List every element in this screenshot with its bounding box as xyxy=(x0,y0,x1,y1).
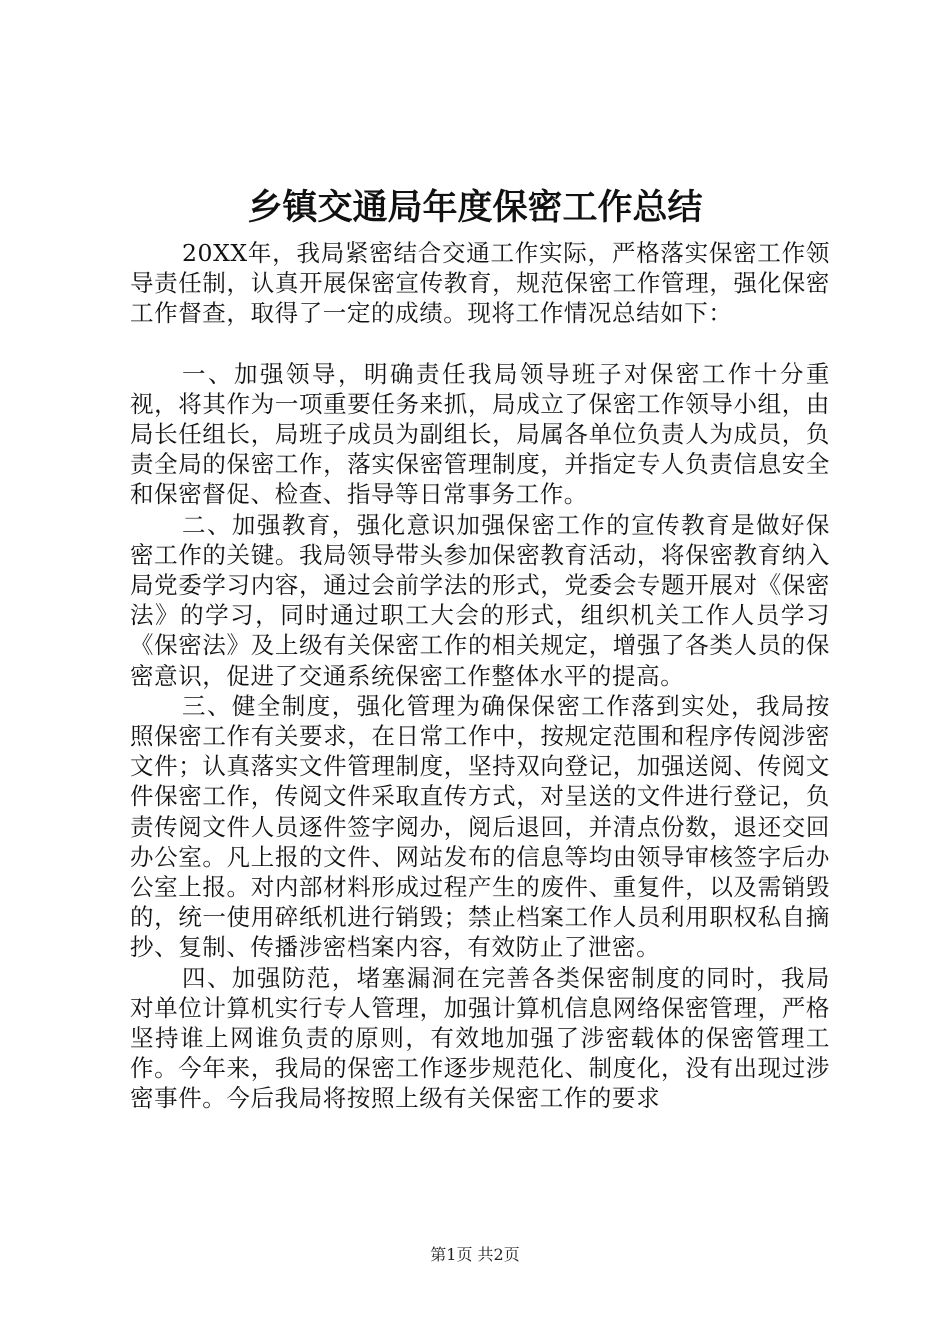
section-paragraph-1: 一、加强领导，明确责任我局领导班子对保密工作十分重视，将其作为一项重要任务来抓，局成立了保密工作领导小组，由局长任组长，局班子成员为副组长，局属各单位负责人为成员，负责全局的保密工作，落实保密管理制度，并指定专人负责信息安全和保密督促、检查、指导等日常事务工作。 xyxy=(130,359,830,509)
document-body xyxy=(130,238,830,1114)
page-footer: 第1页 共2页 xyxy=(430,1245,520,1264)
section-paragraph-2: 二、加强教育，强化意识加强保密工作的宣传教育是做好保密工作的关键。我局领导带头参加保密教育活动，将保密教育纳入局党委学习内容，通过会前学法的形式，党委会专题开展对《保密法》的学习，同时通过职工大会的形式，组织机关工作人员学习《保密法》及上级有关保密工作的相关规定，增强了各类人员的保密意识，促进了交通系统保密工作整体水平的提高。 xyxy=(130,510,830,690)
document-title: 乡镇交通局年度保密工作总结 xyxy=(247,187,703,228)
paragraph-gap xyxy=(130,329,830,359)
intro-paragraph: 20XX年，我局紧密结合交通工作实际，严格落实保密工作领导责任制，认真开展保密宣传教育，规范保密工作管理，强化保密工作督查，取得了一定的成绩。现将工作情况总结如下： xyxy=(130,239,830,328)
section-paragraph-3: 三、健全制度，强化管理为确保保密工作落到实处，我局按照保密工作有关要求，在日常工作中，按规定范围和程序传阅涉密文件；认真落实文件管理制度，坚持双向登记，加强送阅、传阅文件保密工作，传阅文件采取直传方式，对呈送的文件进行登记，负责传阅文件人员逐件签字阅办，阅后退回，并清点份数，退还交回办公室。凡上报的文件、网站发布的信息等均由领导审核签字后办公室上报。对内部材料形成过程产生的废件、重复件，以及需销毁的，统一使用碎纸机进行销毁；禁止档案工作人员利用职权私自摘抄、复制、传播涉密档案内容，有效防止了泄密。 xyxy=(130,691,830,962)
section-paragraph-4: 四、加强防范，堵塞漏洞在完善各类保密制度的同时，我局对单位计算机实行专人管理，加强计算机信息网络保密管理，严格坚持谁上网谁负责的原则，有效地加强了涉密载体的保密管理工作。今年来，我局的保密工作逐步规范化、制度化，没有出现过涉密事件。今后我局将按照上级有关保密工作的要求 xyxy=(130,963,830,1113)
